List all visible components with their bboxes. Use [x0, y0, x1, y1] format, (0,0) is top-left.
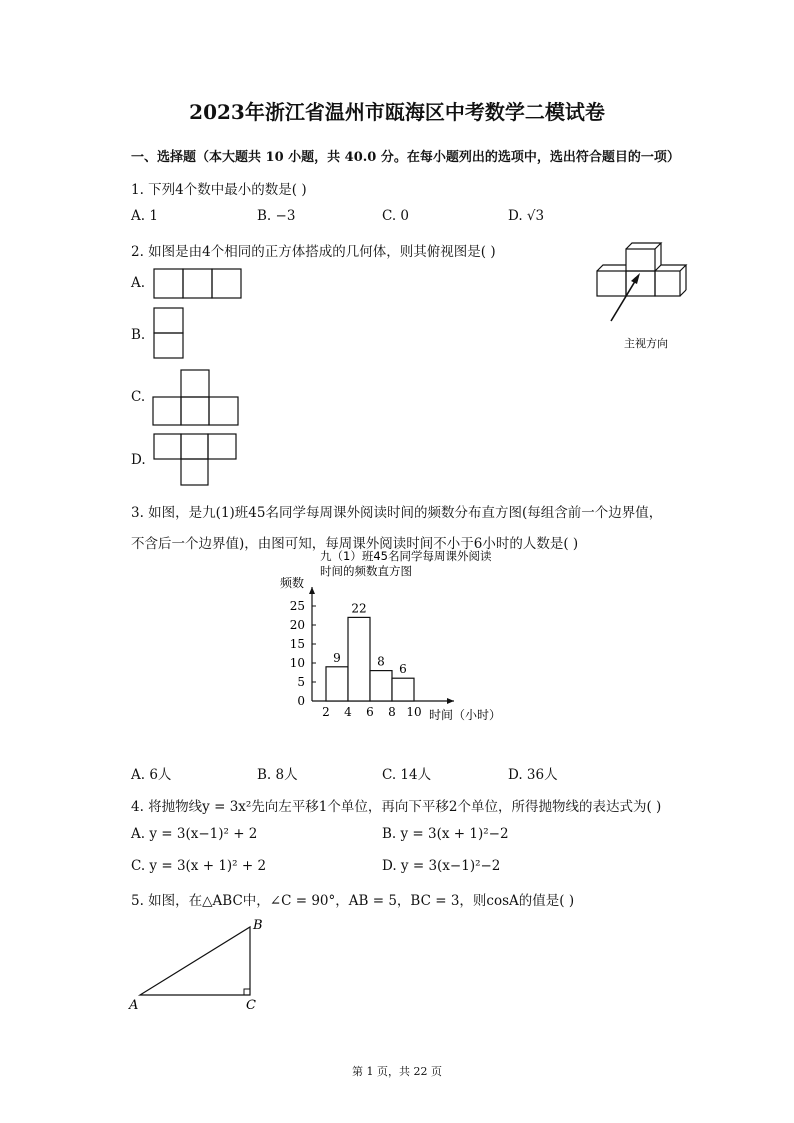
q2-cube-figure	[590, 238, 700, 353]
q2-option-a-figure	[153, 268, 243, 300]
histogram-bar	[348, 617, 370, 701]
question-3-stem-line1: 3. 如图，是九(1)班45名同学每周课外阅读时间的频数分布直方图(每组含前一个边界值，	[131, 505, 663, 521]
view-direction-label: 主视方向	[624, 337, 668, 350]
histogram-bar	[370, 671, 392, 701]
page-footer: 第 1 页，共 22 页	[352, 1065, 442, 1078]
histogram-bar	[326, 667, 348, 701]
q2-option-c-label: C.	[131, 389, 146, 405]
q1-option-b: B. −3	[257, 208, 296, 224]
chart-title-line2: 时间的频数直方图	[320, 564, 412, 578]
q2-option-d-label: D.	[131, 452, 146, 468]
y-tick-label: 20	[289, 618, 305, 632]
y-tick-label: 10	[289, 656, 305, 670]
q2-option-b-figure	[153, 307, 185, 359]
q4-option-b: B. y = 3(x + 1)²−2	[382, 826, 509, 842]
question-2-stem: 2. 如图是由4个相同的正方体搭成的几何体，则其俯视图是( )	[131, 244, 496, 260]
page-title: 2023年浙江省温州市瓯海区中考数学二模试卷	[189, 100, 605, 124]
bar-value-label: 8	[377, 654, 385, 669]
x-axis-arrow	[447, 698, 454, 704]
q4-option-d: D. y = 3(x−1)²−2	[382, 858, 501, 874]
question-1-stem: 1. 下列4个数中最小的数是( )	[131, 182, 307, 198]
q2-option-b-label: B.	[131, 327, 146, 343]
x-tick-label: 4	[344, 705, 352, 719]
bar-value-label: 9	[333, 650, 341, 665]
x-axis-label: 时间（小时）	[429, 708, 502, 722]
q3-option-d: D. 36人	[508, 767, 558, 783]
q4-option-a: A. y = 3(x−1)² + 2	[131, 826, 258, 842]
section-heading: 一、选择题（本大题共 10 小题，共 40.0 分。在每小题列出的选项中，选出符合题目的一项）	[131, 150, 680, 165]
vertex-c-label: C	[246, 998, 256, 1013]
q4-option-c: C. y = 3(x + 1)² + 2	[131, 858, 267, 874]
q3-option-a: A. 6人	[131, 767, 172, 783]
x-tick-label: 6	[366, 705, 374, 719]
y-tick-label: 25	[289, 599, 305, 613]
q1-option-d: D. √3	[508, 208, 545, 224]
q1-option-c: C. 0	[382, 208, 410, 224]
y-tick-label: 15	[289, 637, 305, 651]
y-axis-label: 频数	[280, 576, 305, 590]
x-tick-label: 2	[322, 705, 330, 719]
q5-triangle-figure	[128, 915, 268, 1015]
q2-option-c-figure	[152, 369, 242, 427]
q3-option-c: C. 14人	[382, 767, 432, 783]
x-tick-label: 8	[388, 705, 396, 719]
q2-option-d-figure	[153, 433, 239, 487]
histogram-bar	[392, 678, 414, 701]
y-tick-label: 0	[297, 694, 305, 708]
question-4-stem: 4. 将抛物线y = 3x²先向左平移1个单位，再向下平移2个单位，所得抛物线的表达式为( )	[131, 799, 662, 815]
histogram-chart	[270, 545, 530, 735]
q3-option-b: B. 8人	[257, 767, 298, 783]
y-tick-label: 5	[297, 675, 305, 689]
vertex-b-label: B	[253, 918, 263, 933]
bar-value-label: 22	[351, 601, 367, 616]
chart-title-line1: 九（1）班45名同学每周课外阅读	[320, 549, 492, 563]
bar-value-label: 6	[399, 662, 407, 677]
vertex-a-label: A	[129, 998, 139, 1013]
question-5-stem: 5. 如图，在△ABC中，∠C = 90°，AB = 5，BC = 3，则cosA的值是( )	[131, 893, 575, 909]
question-3-stem-line2: 不含后一个边界值)，由图可知，每周课外阅读时间不小于6小时的人数是( )	[131, 536, 579, 552]
q1-option-a: A. 1	[131, 208, 158, 224]
y-axis-arrow	[309, 587, 315, 594]
x-tick-label: 10	[406, 705, 422, 719]
q2-option-a-label: A.	[131, 275, 146, 291]
